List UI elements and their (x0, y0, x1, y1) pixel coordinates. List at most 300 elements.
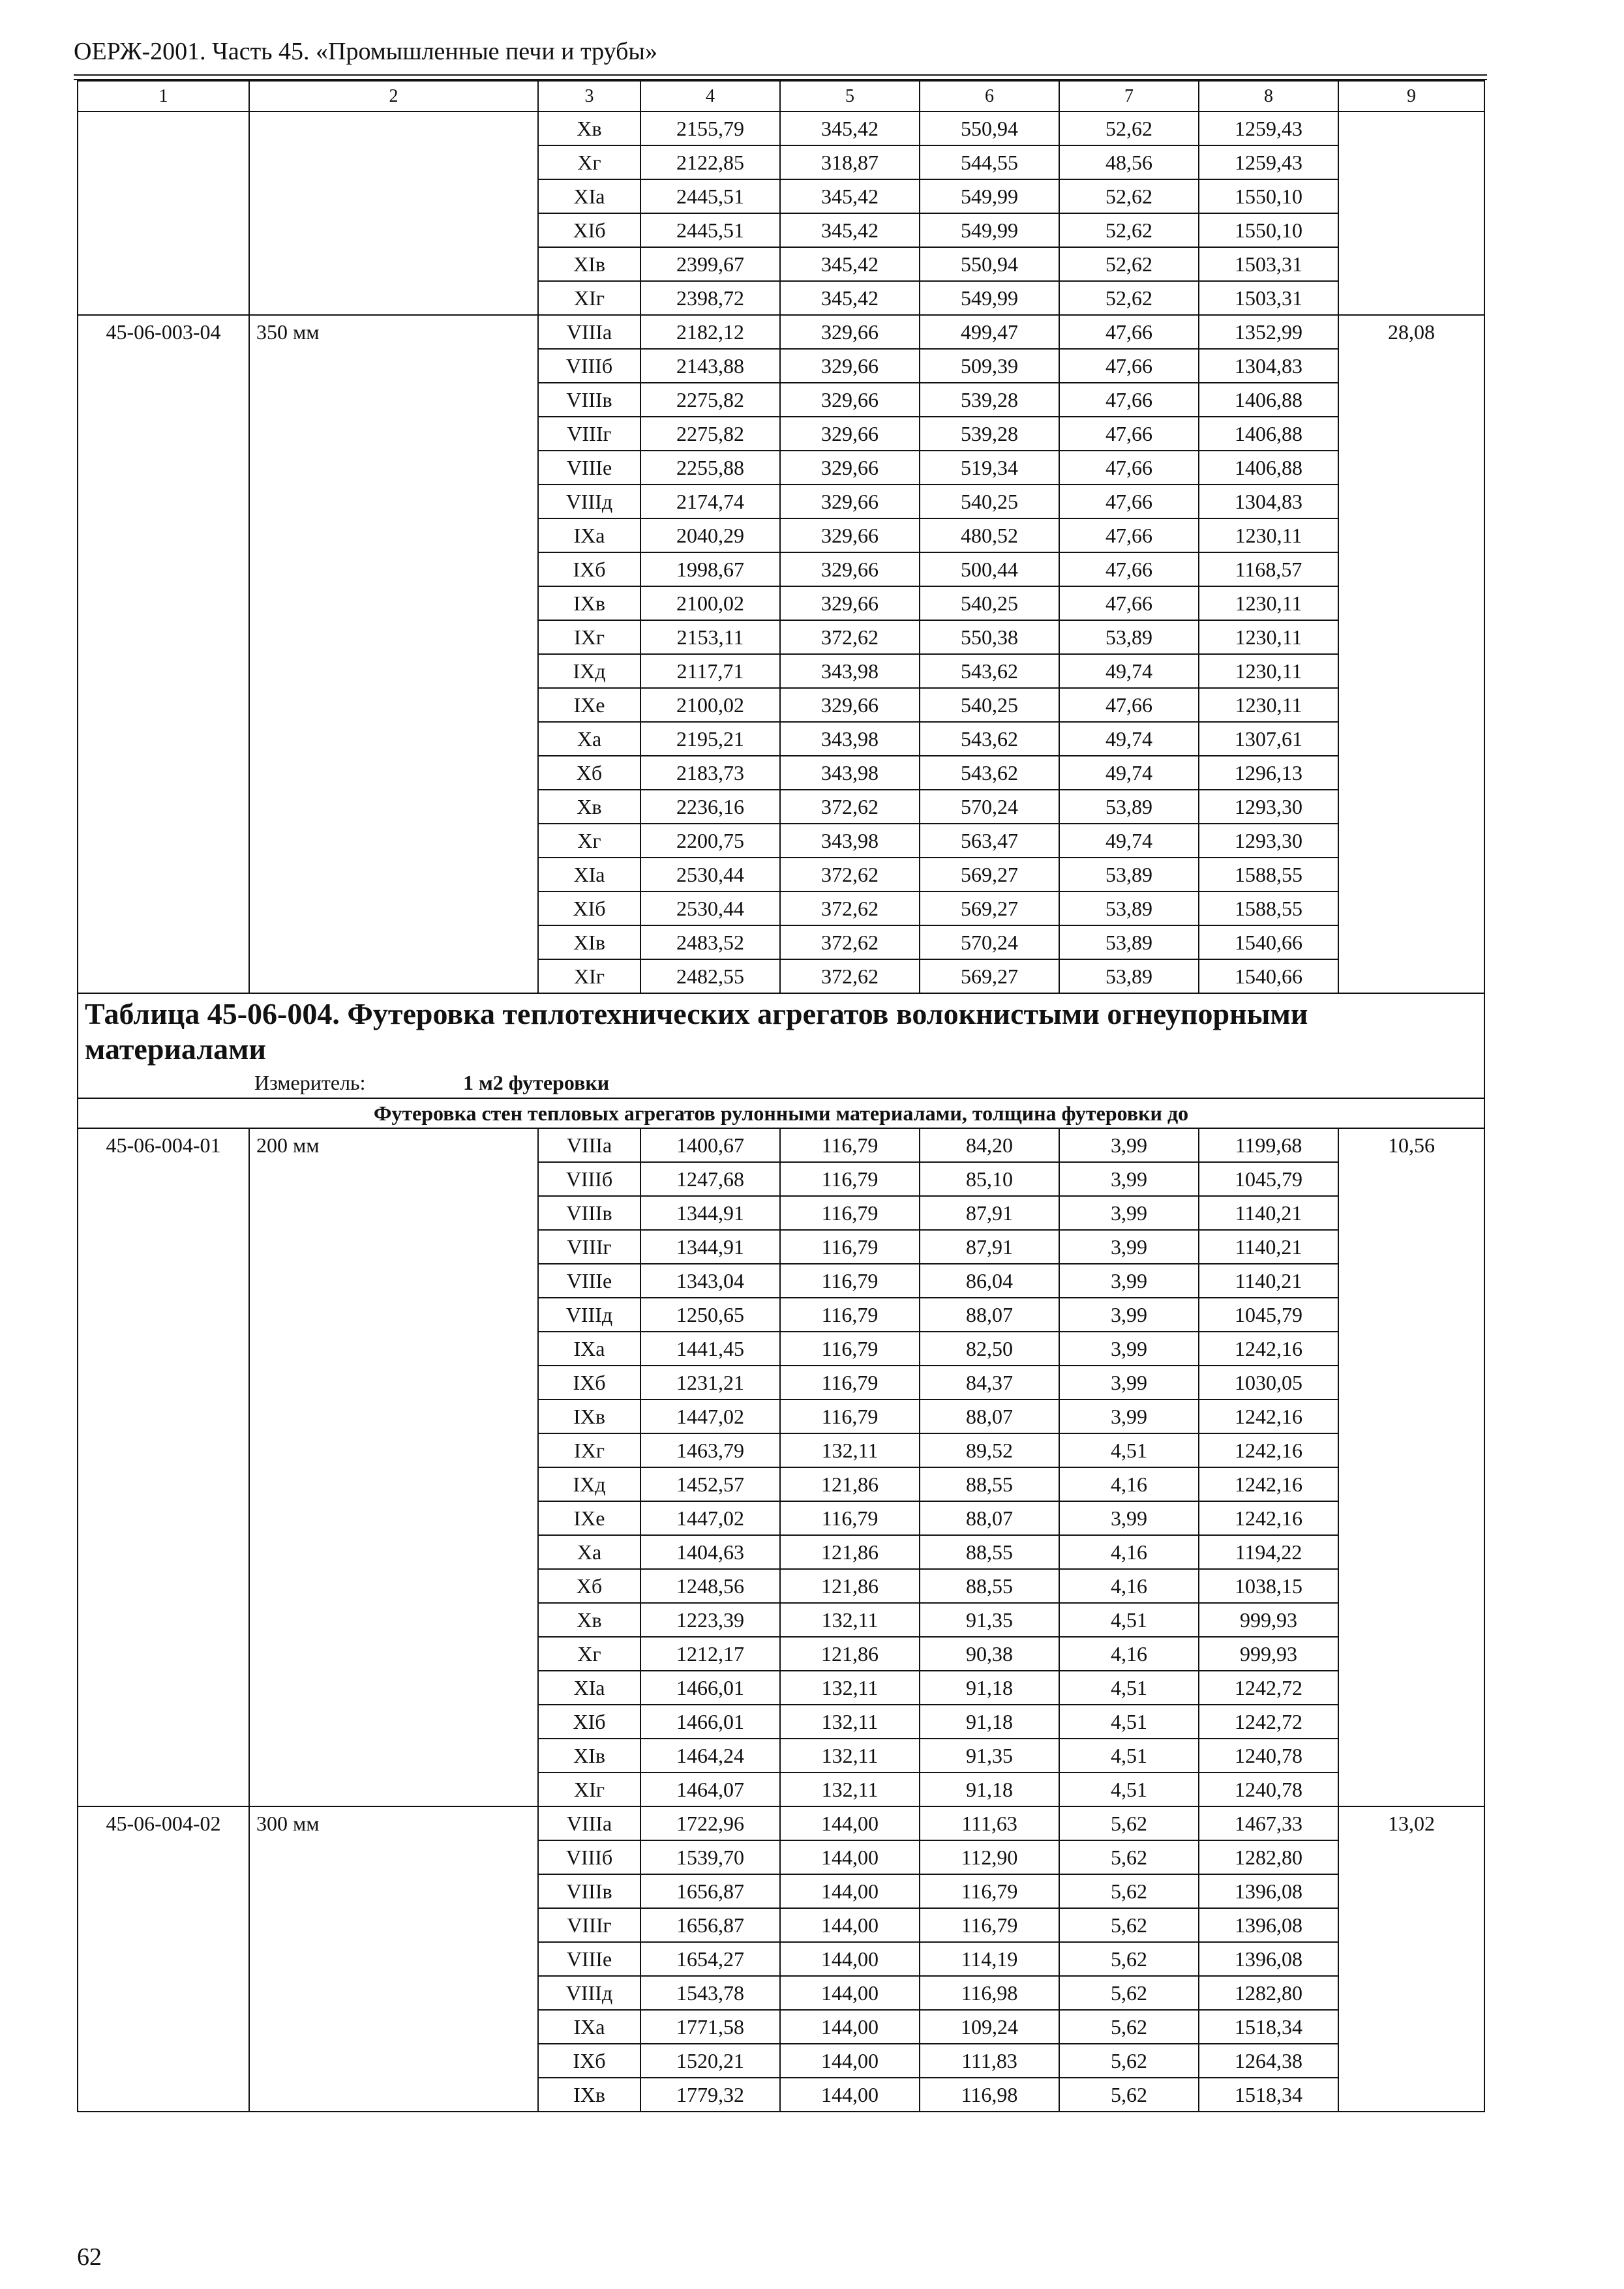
total-cell: 1543,78 (640, 1976, 780, 2010)
wage-cell: 144,00 (780, 1874, 920, 1908)
materials-cell: 1242,16 (1199, 1399, 1338, 1433)
materials-cell: 1199,68 (1199, 1128, 1338, 1162)
zone-cell: VIIIб (538, 349, 640, 383)
machinist-wage-cell: 52,62 (1059, 281, 1199, 315)
materials-cell: 1293,30 (1199, 824, 1338, 858)
zone-cell: VIIIе (538, 451, 640, 485)
zone-cell: VIIIе (538, 1942, 640, 1976)
materials-cell: 1282,80 (1199, 1976, 1338, 2010)
machine-cell: 116,98 (920, 1976, 1059, 2010)
zone-cell: IXе (538, 688, 640, 722)
index-cell: 28,08 (1338, 315, 1484, 993)
machine-cell: 114,19 (920, 1942, 1059, 1976)
materials-cell: 1230,11 (1199, 620, 1338, 654)
materials-cell: 1518,34 (1199, 2078, 1338, 2112)
machinist-wage-cell: 3,99 (1059, 1230, 1199, 1264)
machine-cell: 109,24 (920, 2010, 1059, 2044)
materials-cell: 1045,79 (1199, 1298, 1338, 1332)
machine-cell: 499,47 (920, 315, 1059, 349)
machinist-wage-cell: 4,51 (1059, 1671, 1199, 1705)
machinist-wage-cell: 49,74 (1059, 824, 1199, 858)
zone-cell: Xв (538, 1603, 640, 1637)
column-number: 1 (78, 81, 249, 112)
machinist-wage-cell: 48,56 (1059, 145, 1199, 179)
machine-cell: 540,25 (920, 688, 1059, 722)
machinist-wage-cell: 5,62 (1059, 1874, 1199, 1908)
machine-cell: 569,27 (920, 959, 1059, 993)
zone-cell: VIIIб (538, 1162, 640, 1196)
total-cell: 1464,24 (640, 1739, 780, 1773)
page-number: 62 (77, 2243, 102, 2271)
total-cell: 1441,45 (640, 1332, 780, 1366)
wage-cell: 121,86 (780, 1467, 920, 1501)
zone-cell: VIIIе (538, 1264, 640, 1298)
machinist-wage-cell: 5,62 (1059, 1840, 1199, 1874)
machinist-wage-cell: 5,62 (1059, 1806, 1199, 1840)
machine-cell: 85,10 (920, 1162, 1059, 1196)
total-cell: 2445,51 (640, 179, 780, 213)
wage-cell: 144,00 (780, 1840, 920, 1874)
zone-cell: Xв (538, 112, 640, 145)
zone-cell: XIа (538, 858, 640, 891)
wage-cell: 329,66 (780, 688, 920, 722)
table-row (78, 1128, 1484, 1162)
thickness-cell (249, 112, 538, 315)
machine-cell: 539,28 (920, 417, 1059, 451)
zone-cell: Xг (538, 824, 640, 858)
wage-cell: 116,79 (780, 1264, 920, 1298)
materials-cell: 1045,79 (1199, 1162, 1338, 1196)
machinist-wage-cell: 3,99 (1059, 1332, 1199, 1366)
total-cell: 2122,85 (640, 145, 780, 179)
machine-cell: 570,24 (920, 790, 1059, 824)
total-cell: 1779,32 (640, 2078, 780, 2112)
wage-cell: 144,00 (780, 2010, 920, 2044)
zone-cell: Xг (538, 1637, 640, 1671)
rate-code-cell: 45-06-004-01 (78, 1128, 249, 1806)
zone-cell: XIб (538, 1705, 640, 1739)
machine-cell: 112,90 (920, 1840, 1059, 1874)
total-cell: 2398,72 (640, 281, 780, 315)
machine-cell: 543,62 (920, 722, 1059, 756)
machinist-wage-cell: 49,74 (1059, 654, 1199, 688)
machinist-wage-cell: 47,66 (1059, 485, 1199, 518)
thickness-cell: 300 мм (249, 1806, 538, 2112)
machinist-wage-cell: 47,66 (1059, 518, 1199, 552)
materials-cell: 1242,16 (1199, 1433, 1338, 1467)
machinist-wage-cell: 4,51 (1059, 1773, 1199, 1806)
machine-cell: 569,27 (920, 891, 1059, 925)
materials-cell: 1030,05 (1199, 1366, 1338, 1399)
materials-cell: 1396,08 (1199, 1908, 1338, 1942)
machine-cell: 540,25 (920, 485, 1059, 518)
machine-cell: 539,28 (920, 383, 1059, 417)
column-number: 5 (780, 81, 920, 112)
total-cell: 1223,39 (640, 1603, 780, 1637)
zone-cell: VIIIб (538, 1840, 640, 1874)
wage-cell: 345,42 (780, 281, 920, 315)
thickness-cell: 200 мм (249, 1128, 538, 1806)
total-cell: 2399,67 (640, 247, 780, 281)
header-rule (74, 74, 1487, 76)
wage-cell: 144,00 (780, 1976, 920, 2010)
zone-cell: IXб (538, 2044, 640, 2078)
machinist-wage-cell: 4,16 (1059, 1467, 1199, 1501)
wage-cell: 116,79 (780, 1366, 920, 1399)
zone-cell: VIIIв (538, 1196, 640, 1230)
wage-cell: 329,66 (780, 552, 920, 586)
total-cell: 2255,88 (640, 451, 780, 485)
index-cell: 13,02 (1338, 1806, 1484, 2112)
table-heading-row (78, 993, 1484, 1098)
total-cell: 1520,21 (640, 2044, 780, 2078)
zone-cell: VIIIа (538, 1806, 640, 1840)
machine-cell: 91,18 (920, 1773, 1059, 1806)
rates-table-body (78, 81, 1484, 2112)
machine-cell: 90,38 (920, 1637, 1059, 1671)
machine-cell: 540,25 (920, 586, 1059, 620)
machinist-wage-cell: 3,99 (1059, 1366, 1199, 1399)
index-cell (1338, 112, 1484, 315)
column-number: 8 (1199, 81, 1338, 112)
column-number: 2 (249, 81, 538, 112)
materials-cell: 1396,08 (1199, 1874, 1338, 1908)
machinist-wage-cell: 47,66 (1059, 552, 1199, 586)
materials-cell: 1264,38 (1199, 2044, 1338, 2078)
zone-cell: XIг (538, 959, 640, 993)
wage-cell: 121,86 (780, 1637, 920, 1671)
total-cell: 1656,87 (640, 1908, 780, 1942)
materials-cell: 1307,61 (1199, 722, 1338, 756)
total-cell: 2182,12 (640, 315, 780, 349)
total-cell: 1212,17 (640, 1637, 780, 1671)
machinist-wage-cell: 47,66 (1059, 315, 1199, 349)
machinist-wage-cell: 3,99 (1059, 1264, 1199, 1298)
zone-cell: Xв (538, 790, 640, 824)
wage-cell: 329,66 (780, 417, 920, 451)
zone-cell: IXа (538, 1332, 640, 1366)
wage-cell: 144,00 (780, 1942, 920, 1976)
wage-cell: 372,62 (780, 959, 920, 993)
machinist-wage-cell: 3,99 (1059, 1501, 1199, 1535)
total-cell: 1656,87 (640, 1874, 780, 1908)
zone-cell: XIв (538, 925, 640, 959)
wage-cell: 329,66 (780, 315, 920, 349)
machinist-wage-cell: 5,62 (1059, 2044, 1199, 2078)
zone-cell: IXд (538, 1467, 640, 1501)
total-cell: 1344,91 (640, 1230, 780, 1264)
total-cell: 1231,21 (640, 1366, 780, 1399)
machine-cell: 88,55 (920, 1535, 1059, 1569)
materials-cell: 1467,33 (1199, 1806, 1338, 1840)
zone-cell: IXб (538, 552, 640, 586)
column-number: 6 (920, 81, 1059, 112)
zone-cell: IXа (538, 2010, 640, 2044)
wage-cell: 116,79 (780, 1128, 920, 1162)
total-cell: 1248,56 (640, 1569, 780, 1603)
machinist-wage-cell: 3,99 (1059, 1298, 1199, 1332)
zone-cell: Xб (538, 756, 640, 790)
materials-cell: 1588,55 (1199, 891, 1338, 925)
machinist-wage-cell: 3,99 (1059, 1399, 1199, 1433)
machinist-wage-cell: 5,62 (1059, 1942, 1199, 1976)
zone-cell: XIб (538, 891, 640, 925)
machine-cell: 89,52 (920, 1433, 1059, 1467)
materials-cell: 1282,80 (1199, 1840, 1338, 1874)
column-number: 7 (1059, 81, 1199, 112)
materials-cell: 1259,43 (1199, 112, 1338, 145)
measure-value: 1 м2 футеровки (463, 1070, 610, 1094)
zone-cell: Xг (538, 145, 640, 179)
machinist-wage-cell: 47,66 (1059, 417, 1199, 451)
total-cell: 2117,71 (640, 654, 780, 688)
wage-cell: 343,98 (780, 722, 920, 756)
zone-cell: VIIIд (538, 485, 640, 518)
materials-cell: 1304,83 (1199, 349, 1338, 383)
zone-cell: VIIIд (538, 1976, 640, 2010)
machinist-wage-cell: 53,89 (1059, 925, 1199, 959)
total-cell: 1250,65 (640, 1298, 780, 1332)
machinist-wage-cell: 47,66 (1059, 383, 1199, 417)
total-cell: 2275,82 (640, 383, 780, 417)
total-cell: 1447,02 (640, 1399, 780, 1433)
total-cell: 1400,67 (640, 1128, 780, 1162)
machinist-wage-cell: 4,16 (1059, 1535, 1199, 1569)
wage-cell: 116,79 (780, 1399, 920, 1433)
wage-cell: 144,00 (780, 2044, 920, 2078)
machine-cell: 88,55 (920, 1467, 1059, 1501)
total-cell: 2100,02 (640, 586, 780, 620)
machinist-wage-cell: 52,62 (1059, 112, 1199, 145)
machine-cell: 91,35 (920, 1739, 1059, 1773)
machinist-wage-cell: 4,16 (1059, 1569, 1199, 1603)
zone-cell: Xб (538, 1569, 640, 1603)
machine-cell: 87,91 (920, 1196, 1059, 1230)
wage-cell: 144,00 (780, 1908, 920, 1942)
zone-cell: VIIIг (538, 1230, 640, 1264)
machinist-wage-cell: 4,51 (1059, 1739, 1199, 1773)
materials-cell: 1168,57 (1199, 552, 1338, 586)
total-cell: 2040,29 (640, 518, 780, 552)
machine-cell: 509,39 (920, 349, 1059, 383)
total-cell: 1466,01 (640, 1671, 780, 1705)
machinist-wage-cell: 47,66 (1059, 688, 1199, 722)
machinist-wage-cell: 4,16 (1059, 1637, 1199, 1671)
total-cell: 2200,75 (640, 824, 780, 858)
wage-cell: 144,00 (780, 2078, 920, 2112)
wage-cell: 132,11 (780, 1603, 920, 1637)
machinist-wage-cell: 53,89 (1059, 620, 1199, 654)
materials-cell: 1242,72 (1199, 1671, 1338, 1705)
zone-cell: VIIIд (538, 1298, 640, 1332)
materials-cell: 1406,88 (1199, 451, 1338, 485)
machine-cell: 82,50 (920, 1332, 1059, 1366)
materials-cell: 1396,08 (1199, 1942, 1338, 1976)
machinist-wage-cell: 3,99 (1059, 1128, 1199, 1162)
materials-cell: 1230,11 (1199, 654, 1338, 688)
machine-cell: 544,55 (920, 145, 1059, 179)
wage-cell: 372,62 (780, 891, 920, 925)
total-cell: 2155,79 (640, 112, 780, 145)
machinist-wage-cell: 47,66 (1059, 349, 1199, 383)
total-cell: 1404,63 (640, 1535, 780, 1569)
wage-cell: 132,11 (780, 1739, 920, 1773)
zone-cell: VIIIв (538, 1874, 640, 1908)
total-cell: 2530,44 (640, 891, 780, 925)
machinist-wage-cell: 4,51 (1059, 1603, 1199, 1637)
zone-cell: XIа (538, 1671, 640, 1705)
machinist-wage-cell: 5,62 (1059, 1908, 1199, 1942)
wage-cell: 116,79 (780, 1230, 920, 1264)
zone-cell: XIг (538, 1773, 640, 1806)
machine-cell: 569,27 (920, 858, 1059, 891)
wage-cell: 132,11 (780, 1671, 920, 1705)
zone-cell: VIIIг (538, 1908, 640, 1942)
total-cell: 2195,21 (640, 722, 780, 756)
materials-cell: 1352,99 (1199, 315, 1338, 349)
machinist-wage-cell: 4,51 (1059, 1705, 1199, 1739)
machine-cell: 91,35 (920, 1603, 1059, 1637)
wage-cell: 343,98 (780, 756, 920, 790)
wage-cell: 132,11 (780, 1433, 920, 1467)
section-row (78, 1098, 1484, 1128)
total-cell: 2100,02 (640, 688, 780, 722)
wage-cell: 372,62 (780, 858, 920, 891)
total-cell: 1463,79 (640, 1433, 780, 1467)
materials-cell: 1293,30 (1199, 790, 1338, 824)
thickness-cell: 350 мм (249, 315, 538, 993)
machinist-wage-cell: 53,89 (1059, 891, 1199, 925)
machine-cell: 549,99 (920, 281, 1059, 315)
table-title: Таблица 45-06-004. Футеровка теплотехнических агрегатов волокнистыми огнеупорными материалами (85, 997, 1308, 1066)
total-cell: 2236,16 (640, 790, 780, 824)
zone-cell: Xа (538, 722, 640, 756)
wage-cell: 116,79 (780, 1196, 920, 1230)
wage-cell: 132,11 (780, 1705, 920, 1739)
zone-cell: IXг (538, 1433, 640, 1467)
machine-cell: 550,94 (920, 112, 1059, 145)
column-number-row (78, 81, 1484, 112)
total-cell: 1452,57 (640, 1467, 780, 1501)
machine-cell: 91,18 (920, 1705, 1059, 1739)
total-cell: 2143,88 (640, 349, 780, 383)
wage-cell: 372,62 (780, 790, 920, 824)
materials-cell: 1540,66 (1199, 959, 1338, 993)
zone-cell: IXе (538, 1501, 640, 1535)
machinist-wage-cell: 49,74 (1059, 722, 1199, 756)
wage-cell: 121,86 (780, 1535, 920, 1569)
machine-cell: 116,79 (920, 1874, 1059, 1908)
index-cell: 10,56 (1338, 1128, 1484, 1806)
wage-cell: 329,66 (780, 485, 920, 518)
zone-cell: XIв (538, 1739, 640, 1773)
materials-cell: 1296,13 (1199, 756, 1338, 790)
total-cell: 2174,74 (640, 485, 780, 518)
total-cell: 1998,67 (640, 552, 780, 586)
total-cell: 1247,68 (640, 1162, 780, 1196)
materials-cell: 1242,16 (1199, 1332, 1338, 1366)
zone-cell: VIIIв (538, 383, 640, 417)
materials-cell: 1259,43 (1199, 145, 1338, 179)
wage-cell: 116,79 (780, 1501, 920, 1535)
materials-cell: 999,93 (1199, 1637, 1338, 1671)
zone-cell: XIв (538, 247, 640, 281)
zone-cell: VIIIа (538, 315, 640, 349)
wage-cell: 116,79 (780, 1162, 920, 1196)
wage-cell: 116,79 (780, 1298, 920, 1332)
wage-cell: 343,98 (780, 654, 920, 688)
machine-cell: 84,37 (920, 1366, 1059, 1399)
machinist-wage-cell: 49,74 (1059, 756, 1199, 790)
machine-cell: 88,07 (920, 1399, 1059, 1433)
machine-cell: 480,52 (920, 518, 1059, 552)
total-cell: 1344,91 (640, 1196, 780, 1230)
rates-table (77, 80, 1485, 2112)
wage-cell: 329,66 (780, 451, 920, 485)
materials-cell: 1588,55 (1199, 858, 1338, 891)
materials-cell: 1242,16 (1199, 1467, 1338, 1501)
wage-cell: 329,66 (780, 349, 920, 383)
wage-cell: 329,66 (780, 383, 920, 417)
materials-cell: 1240,78 (1199, 1739, 1338, 1773)
machine-cell: 88,55 (920, 1569, 1059, 1603)
rate-code-cell: 45-06-004-02 (78, 1806, 249, 2112)
machine-cell: 550,38 (920, 620, 1059, 654)
machine-cell: 91,18 (920, 1671, 1059, 1705)
column-number: 3 (538, 81, 640, 112)
column-number: 4 (640, 81, 780, 112)
table-row (78, 112, 1484, 145)
total-cell: 2183,73 (640, 756, 780, 790)
section-heading: Футеровка стен тепловых агрегатов рулонными материалами, толщина футеровки до (78, 1098, 1484, 1128)
machinist-wage-cell: 3,99 (1059, 1196, 1199, 1230)
materials-cell: 1406,88 (1199, 383, 1338, 417)
measure-line (85, 1068, 1477, 1098)
wage-cell: 372,62 (780, 620, 920, 654)
total-cell: 1722,96 (640, 1806, 780, 1840)
machinist-wage-cell: 52,62 (1059, 213, 1199, 247)
zone-cell: XIа (538, 179, 640, 213)
materials-cell: 1140,21 (1199, 1230, 1338, 1264)
zone-cell: IXв (538, 1399, 640, 1433)
machinist-wage-cell: 52,62 (1059, 247, 1199, 281)
page-header: ОЕРЖ-2001. Часть 45. «Промышленные печи и трубы» (74, 38, 657, 65)
machine-cell: 519,34 (920, 451, 1059, 485)
machinist-wage-cell: 52,62 (1059, 179, 1199, 213)
measure-label: Измеритель: (254, 1070, 366, 1094)
machinist-wage-cell: 53,89 (1059, 959, 1199, 993)
total-cell: 1343,04 (640, 1264, 780, 1298)
machinist-wage-cell: 5,62 (1059, 1976, 1199, 2010)
total-cell: 2275,82 (640, 417, 780, 451)
materials-cell: 1230,11 (1199, 688, 1338, 722)
table-row (78, 1806, 1484, 1840)
zone-cell: IXв (538, 586, 640, 620)
machine-cell: 563,47 (920, 824, 1059, 858)
machinist-wage-cell: 47,66 (1059, 586, 1199, 620)
wage-cell: 343,98 (780, 824, 920, 858)
zone-cell: VIIIг (538, 417, 640, 451)
wage-cell: 329,66 (780, 586, 920, 620)
materials-cell: 1550,10 (1199, 213, 1338, 247)
wage-cell: 144,00 (780, 1806, 920, 1840)
wage-cell: 329,66 (780, 518, 920, 552)
materials-cell: 1242,16 (1199, 1501, 1338, 1535)
machinist-wage-cell: 47,66 (1059, 451, 1199, 485)
machine-cell: 500,44 (920, 552, 1059, 586)
total-cell: 2483,52 (640, 925, 780, 959)
zone-cell: VIIIа (538, 1128, 640, 1162)
